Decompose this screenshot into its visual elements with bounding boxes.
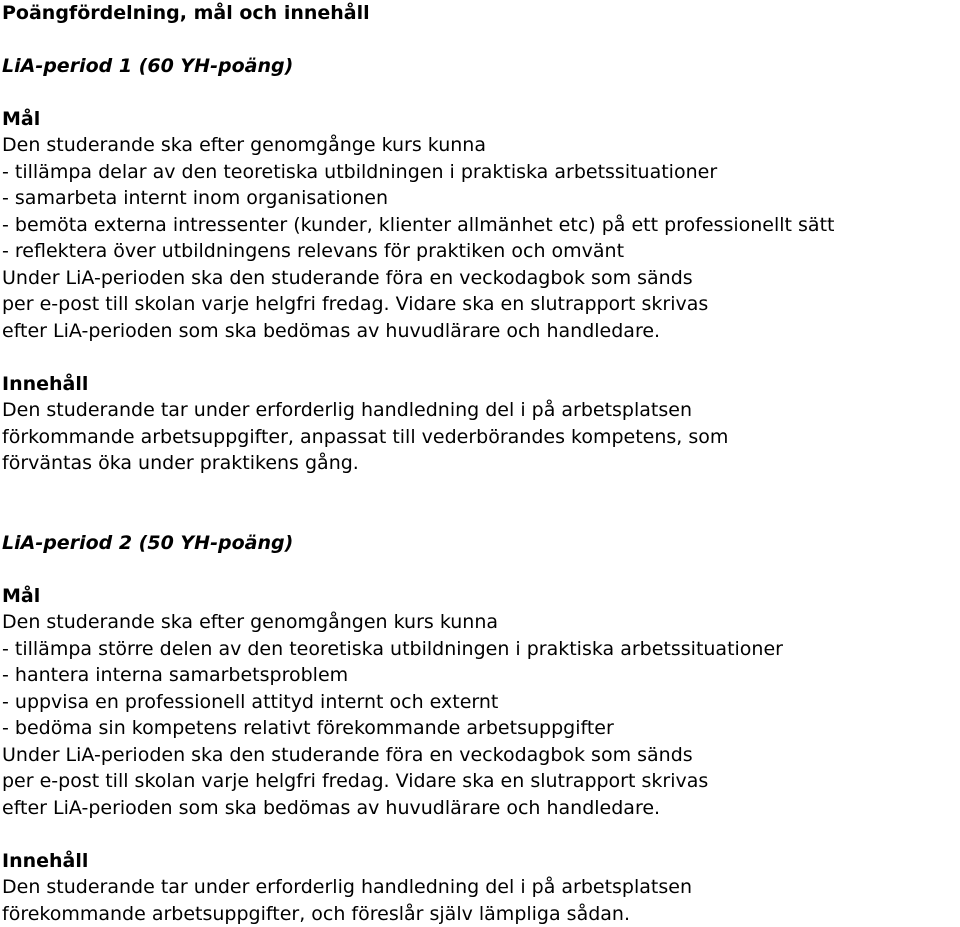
text-line: Den studerande ska efter genomgången kurs kunna (2, 609, 960, 636)
text-line: - reflektera över utbildningens relevans för praktiken och omvänt (2, 238, 960, 265)
period2-heading: LiA-period 2 (50 YH-poäng) (2, 530, 960, 557)
text-line: efter LiA-perioden som ska bedömas av huvudlärare och handledare. (2, 795, 960, 822)
text-line: - tillämpa större delen av den teoretiska utbildningen i praktiska arbetssituationer (2, 636, 960, 663)
period1-goals-text (2, 132, 960, 344)
text-line: Den studerande ska efter genomgånge kurs kunna (2, 132, 960, 159)
document-page (2, 0, 960, 927)
spacer (2, 821, 960, 848)
text-line: per e-post till skolan varje helgfri fredag. Vidare ska en slutrapport skrivas (2, 291, 960, 318)
period2-content-heading: Innehåll (2, 848, 960, 875)
period1-content-heading: Innehåll (2, 371, 960, 398)
text-line: Den studerande tar under erforderlig handledning del i på arbetsplatsen (2, 397, 960, 424)
text-line: Under LiA-perioden ska den studerande föra en veckodagbok som sänds (2, 742, 960, 769)
spacer (2, 477, 960, 530)
text-line: efter LiA-perioden som ska bedömas av huvudlärare och handledare. (2, 318, 960, 345)
text-line: förkommande arbetsuppgifter, anpassat till vederbörandes kompetens, som (2, 424, 960, 451)
text-line: - hantera interna samarbetsproblem (2, 662, 960, 689)
period2-content-text (2, 874, 960, 927)
text-line: förväntas öka under praktikens gång. (2, 450, 960, 477)
text-line: förekommande arbetsuppgifter, och föreslår själv lämpliga sådan. (2, 901, 960, 927)
spacer (2, 79, 960, 106)
document-title: Poängfördelning, mål och innehåll (2, 0, 960, 26)
period2-goals-text (2, 609, 960, 821)
spacer (2, 344, 960, 371)
text-line: Under LiA-perioden ska den studerande föra en veckodagbok som sänds (2, 265, 960, 292)
text-line: Den studerande tar under erforderlig handledning del i på arbetsplatsen (2, 874, 960, 901)
text-line: - bemöta externa intressenter (kunder, klienter allmänhet etc) på ett professionellt sätt (2, 212, 960, 239)
period1-content-text (2, 397, 960, 477)
period1-goals-heading: Mål (2, 106, 960, 133)
spacer (2, 26, 960, 53)
text-line: - bedöma sin kompetens relativt förekommande arbetsuppgifter (2, 715, 960, 742)
text-line: per e-post till skolan varje helgfri fredag. Vidare ska en slutrapport skrivas (2, 768, 960, 795)
text-line: - tillämpa delar av den teoretiska utbildningen i praktiska arbetssituationer (2, 159, 960, 186)
period1-heading: LiA-period 1 (60 YH-poäng) (2, 53, 960, 80)
text-line: - samarbeta internt inom organisationen (2, 185, 960, 212)
spacer (2, 556, 960, 583)
period2-goals-heading: Mål (2, 583, 960, 610)
text-line: - uppvisa en professionell attityd internt och externt (2, 689, 960, 716)
